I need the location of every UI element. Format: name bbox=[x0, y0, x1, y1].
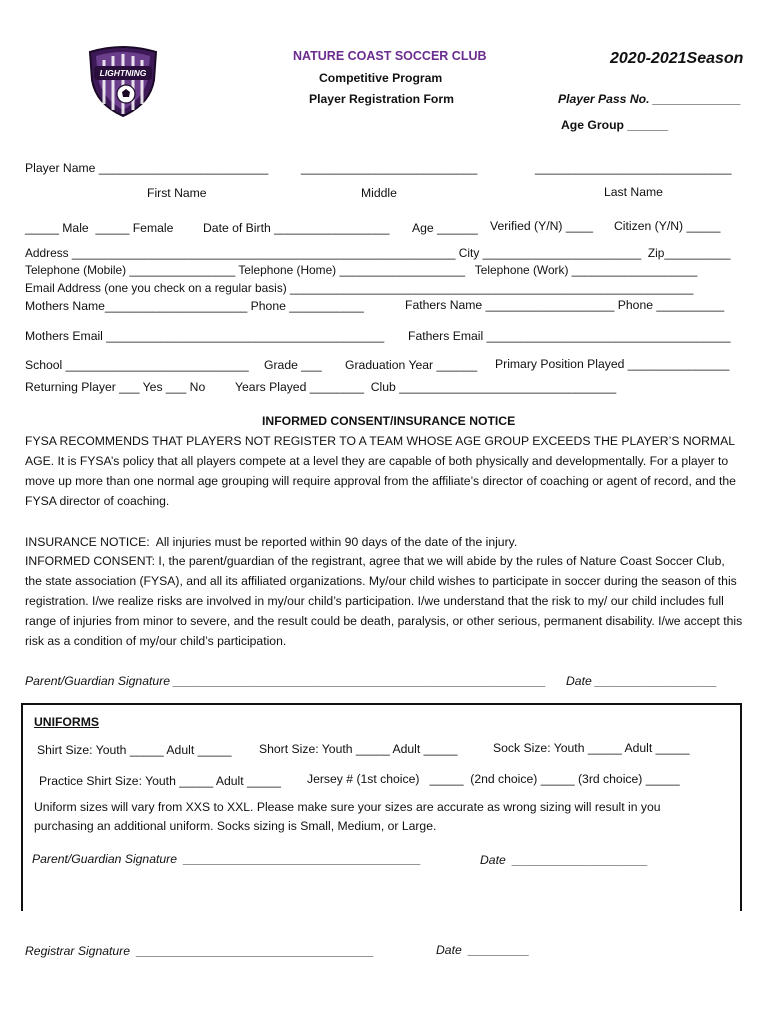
age-group[interactable]: Age Group ______ bbox=[561, 118, 669, 132]
sock-size-field[interactable]: Sock Size: Youth _____ Adult _____ bbox=[493, 741, 690, 755]
fathers-name-field[interactable]: Fathers Name ___________________ Phone __________ bbox=[405, 298, 725, 312]
primary-position-field[interactable]: Primary Position Played _______________ bbox=[495, 357, 730, 371]
short-size-field[interactable]: Short Size: Youth _____ Adult _____ bbox=[259, 742, 458, 756]
club-name: NATURE COAST SOCCER CLUB bbox=[293, 49, 487, 63]
mothers-email-field[interactable]: Mothers Email _________________________________________ bbox=[25, 329, 385, 343]
last-name-field[interactable]: _____________________________ bbox=[535, 161, 732, 175]
player-pass-no[interactable]: Player Pass No. _____________ bbox=[558, 92, 741, 106]
registrar-date[interactable]: Date _________ bbox=[436, 943, 530, 957]
middle-name-field[interactable]: __________________________ bbox=[301, 161, 478, 175]
program-title: Competitive Program bbox=[319, 71, 443, 85]
verified-field[interactable]: Verified (Y/N) ____ bbox=[490, 219, 593, 233]
shirt-size-field[interactable]: Shirt Size: Youth _____ Adult _____ bbox=[37, 743, 232, 757]
jersey-number-field[interactable]: Jersey # (1st choice) _____ (2nd choice) _____ (3rd choice) _____ bbox=[307, 772, 680, 786]
season: 2020-2021Season bbox=[610, 50, 744, 67]
fathers-email-field[interactable]: Fathers Email ____________________________________ bbox=[408, 329, 731, 343]
returning-player-field[interactable]: Returning Player ___ Yes ___ No bbox=[25, 380, 206, 394]
email-field[interactable]: Email Address (one you check on a regular basis) _____________________________________________________________ bbox=[25, 281, 694, 295]
consent-heading: INFORMED CONSENT/INSURANCE NOTICE bbox=[262, 414, 516, 428]
telephone-field[interactable]: Telephone (Mobile) ________________ Telephone (Home) ___________________ Telephone (Work) ___________________ bbox=[25, 263, 698, 277]
age-field[interactable]: Age ______ bbox=[412, 221, 478, 235]
graduation-year-field[interactable]: Graduation Year ______ bbox=[345, 358, 478, 372]
dob-field[interactable]: Date of Birth _________________ bbox=[203, 221, 390, 235]
uniform-signature-date[interactable]: Date ____________________ bbox=[480, 853, 649, 867]
parent-signature-date[interactable]: Date __________________ bbox=[566, 674, 718, 688]
form-title: Player Registration Form bbox=[309, 92, 454, 106]
uniforms-heading: UNIFORMS bbox=[34, 715, 99, 729]
fysa-paragraph: FYSA RECOMMENDS THAT PLAYERS NOT REGISTER TO A TEAM WHOSE AGE GROUP EXCEEDS THE PLAYER’S NORMAL AGE. It is FYSA’s policy that all players compete at a level they are capable of both physically and developmentally. For a player to move up more than one normal age grouping will require approval from the affiliate’s director of coaching or agent of record, and the FYSA director of coaching. bbox=[25, 434, 736, 508]
address-field[interactable]: Address __________________________________________________________ City ________________________ Zip__________ bbox=[25, 246, 731, 260]
first-name-caption: First Name bbox=[147, 186, 207, 200]
practice-shirt-size-field[interactable]: Practice Shirt Size: Youth _____ Adult _____ bbox=[39, 774, 281, 788]
citizen-field[interactable]: Citizen (Y/N) _____ bbox=[614, 219, 721, 233]
parent-signature-field[interactable]: Parent/Guardian Signature _______________________________________________________ bbox=[25, 674, 547, 688]
logo-text: LIGHTNING bbox=[99, 68, 147, 78]
gender-field[interactable]: _____ Male _____ Female bbox=[25, 221, 174, 235]
registrar-signature-field[interactable]: Registrar Signature ___________________________________ bbox=[25, 944, 375, 958]
last-name-caption: Last Name bbox=[604, 185, 663, 199]
school-field[interactable]: School ___________________________ bbox=[25, 358, 249, 372]
insurance-notice: INSURANCE NOTICE: All injuries must be reported within 90 days of the date of the injury. bbox=[25, 535, 518, 549]
player-name-field[interactable]: Player Name _________________________ bbox=[25, 161, 269, 175]
informed-consent-paragraph: INFORMED CONSENT: I, the parent/guardian of the registrant, agree that we will abide by the rules of Nature Coast Soccer Club, the state association (FYSA), and all its affiliated organizations. My/our child wishes to participate in soccer during the season of this registration. I/we realize risks are involved in my/our child’s participation. I/we understand that the risk to my/ our child includes full range of injuries from minor to severe, and the result could be death, paralysis, or other serious, permanent disability. I/we accept this risk as a condition of my/our child’s participation. bbox=[25, 554, 743, 648]
years-played-club-field[interactable]: Years Played ________ Club ________________________________ bbox=[235, 380, 617, 394]
club-logo bbox=[86, 44, 160, 118]
mothers-name-field[interactable]: Mothers Name_____________________ Phone ___________ bbox=[25, 299, 364, 313]
middle-name-caption: Middle bbox=[361, 186, 397, 200]
grade-field[interactable]: Grade ___ bbox=[264, 358, 322, 372]
uniform-size-note: Uniform sizes will vary from XXS to XXL. Please make sure your sizes are accurate as wrong sizing will result in you purchasing an additional uniform. Socks sizing is Small, Medium, or Large. bbox=[34, 800, 661, 833]
uniform-parent-signature-field[interactable]: Parent/Guardian Signature ___________________________________ bbox=[32, 852, 421, 866]
